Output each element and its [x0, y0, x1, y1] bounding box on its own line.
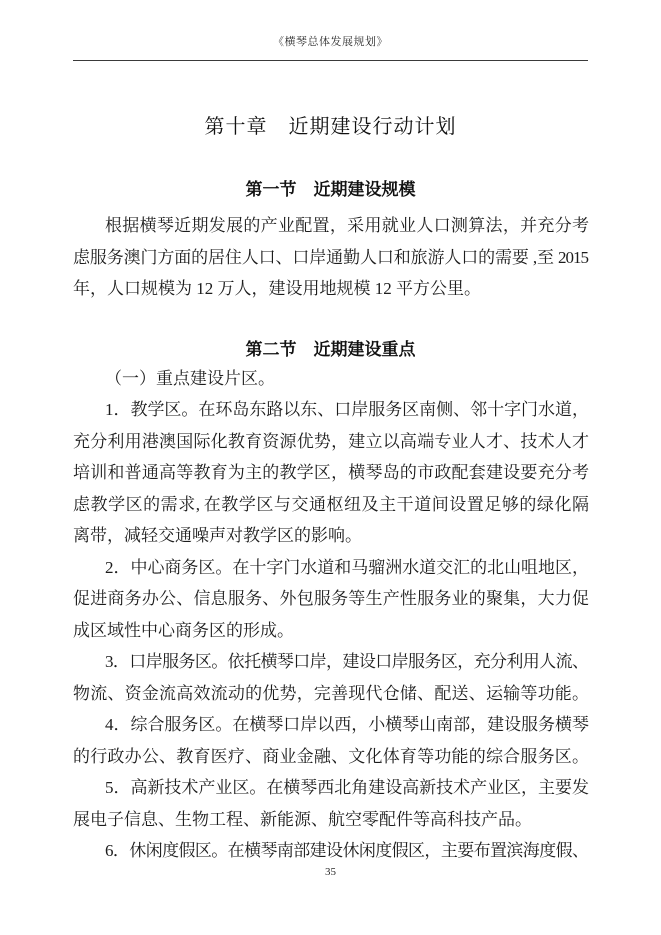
- text-line: 充分利用港澳国际化教育资源优势，建立以高端专业人才、技术人才: [73, 431, 588, 451]
- list-item-3: [73, 646, 588, 709]
- text-line: 6．休闲度假区。在横琴南部建设休闲度假区，主要布置滨海度假、: [105, 841, 588, 860]
- section-title-2: 第二节 近期建设重点: [245, 339, 416, 359]
- text-line: 3．口岸服务区。依托横琴口岸，建设口岸服务区，充分利用人流、: [105, 652, 588, 671]
- text-line: 2．中心商务区。在十字门水道和马骝洲水道交汇的北山咀地区，: [105, 557, 588, 577]
- text-line: 年，人口规模为 12 万人，建设用地规模 12 平方公里。: [73, 279, 481, 298]
- page-number: 35: [325, 866, 336, 878]
- text-line: 4．综合服务区。在横琴口岸以西，小横琴山南部，建设服务横琴: [105, 715, 588, 734]
- chapter-title: 第十章 近期建设行动计划: [204, 116, 457, 138]
- header-rule: [73, 60, 588, 61]
- text-line: 物流、资金流高效流动的优势，完善现代仓储、配送、运输等功能。: [73, 683, 588, 703]
- section-title-1: 第一节 近期建设规模: [245, 180, 416, 199]
- text-line: 虑服务澳门方面的居住人口、口岸通勤人口和旅游人口的需要 ,至 2015: [73, 247, 588, 267]
- list-item-5: [73, 772, 588, 835]
- text-line: 展电子信息、生物工程、新能源、航空零配件等高科技产品。: [73, 809, 532, 829]
- text-line: 5．高新技术产业区。在横琴西北角建设高新技术产业区，主要发: [105, 778, 588, 797]
- text-line: 的行政办公、教育医疗、商业金融、文化体育等功能的综合服务区。: [73, 746, 588, 766]
- text-line: 促进商务办公、信息服务、外包服务等生产性服务业的聚集，大力促: [73, 589, 588, 608]
- text-line: （一）重点建设片区。: [105, 368, 275, 388]
- section2-intro: [73, 363, 588, 395]
- text-line: 成区域性中心商务区的形成。: [73, 620, 294, 640]
- text-line: 1．教学区。在环岛东路以东、口岸服务区南侧、邻十字门水道，: [105, 400, 588, 419]
- text-line: 离带，减轻交通噪声对教学区的影响。: [73, 526, 362, 545]
- list-item-1: [73, 394, 588, 552]
- list-item-4: [73, 709, 588, 772]
- text-line: 根据横琴近期发展的产业配置，采用就业人口测算法，并充分考: [105, 216, 588, 235]
- section1-paragraph: [73, 210, 588, 305]
- list-item-6: [73, 835, 588, 867]
- running-header: 《横琴总体发展规划》: [273, 36, 388, 48]
- text-line: 虑教学区的需求, 在教学区与交通枢纽及主干道间设置足够的绿化隔: [73, 494, 588, 514]
- list-item-2: [73, 552, 588, 647]
- text-line: 培训和普通高等教育为主的教学区，横琴岛的市政配套建设要充分考: [73, 463, 588, 482]
